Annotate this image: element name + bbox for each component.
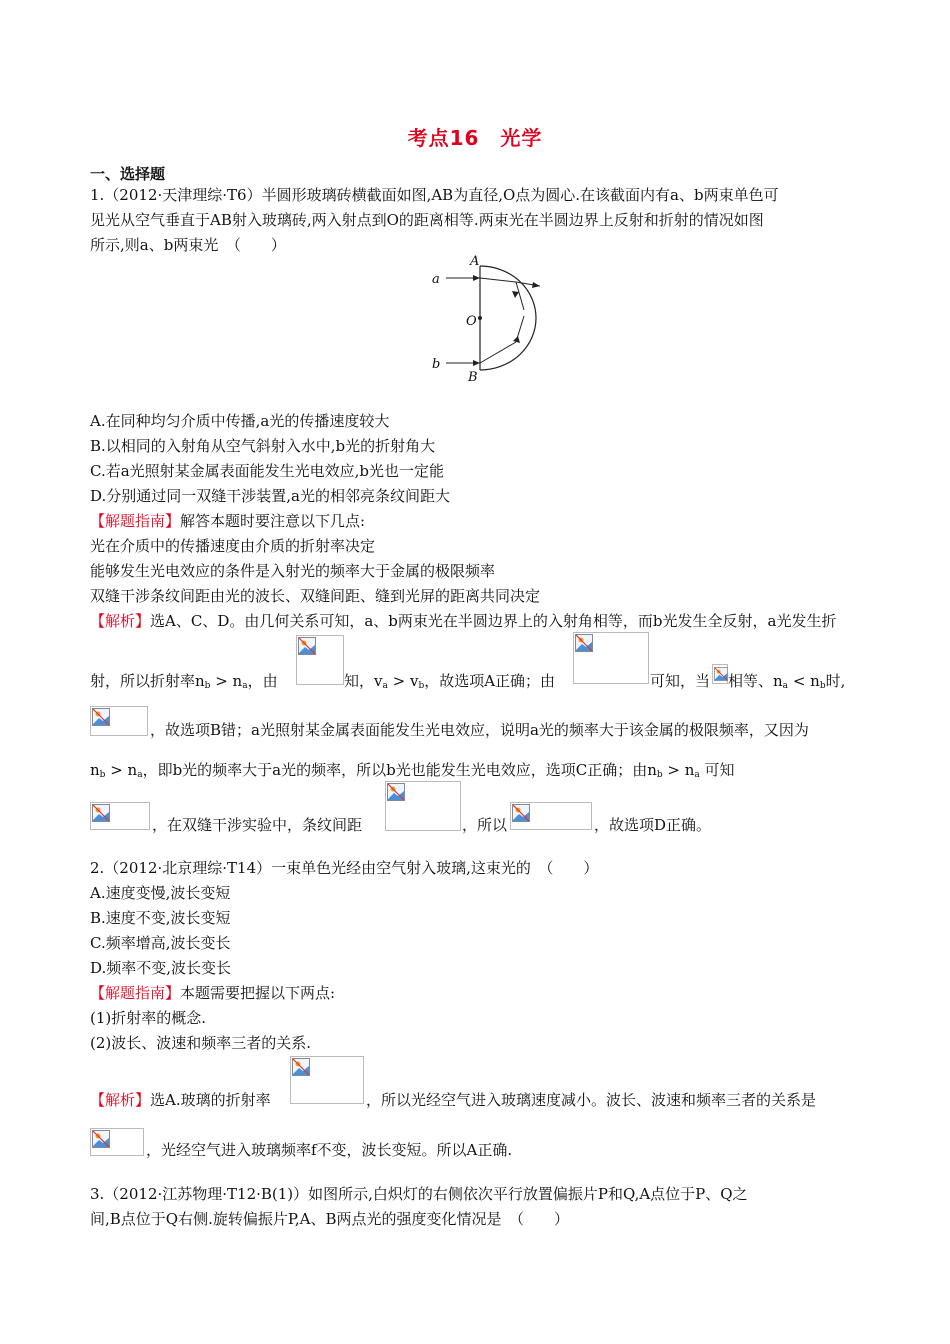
- formula-image-placeholder: [290, 1056, 364, 1104]
- q1-stem-line2: 见光从空气垂直于AB射入玻璃砖,两入射点到O的距离相等.两束光在半圆边界上反射和折射的情况如图: [90, 211, 764, 229]
- section-heading: 一、选择题: [90, 165, 166, 183]
- image-icon: [575, 634, 593, 652]
- figure-label-b: b: [432, 357, 441, 372]
- image-icon: [714, 666, 728, 682]
- q2-analysis-line2: ，光经空气进入玻璃频率f不变，波长变短。所以A正确.: [146, 1141, 513, 1159]
- q1-guide-1: 光在介质中的传播速度由介质的折射率决定: [90, 537, 376, 555]
- formula-image-placeholder: [90, 1128, 144, 1156]
- q2-option-a: A.速度变慢,波长变短: [90, 884, 231, 902]
- figure-label-o: O: [466, 314, 477, 329]
- q2-analysis-tag: 【解析】: [90, 1091, 151, 1109]
- q2-stem: 2.（2012·北京理综·T14）一束单色光经由空气射入玻璃,这束光的 （ ）: [90, 859, 599, 877]
- q1-guide-2: 能够发生光电效应的条件是入射光的频率大于金属的极限频率: [90, 562, 496, 580]
- formula-image-placeholder: [90, 706, 148, 736]
- formula-image-placeholder: [385, 781, 461, 831]
- image-icon: [92, 804, 110, 822]
- q1-analysis-line1: [90, 611, 836, 631]
- q1-analysis-tag: 【解析】: [90, 612, 151, 630]
- q2-guide-text: 本题需要把握以下两点:: [180, 984, 336, 1002]
- image-icon: [292, 1058, 310, 1076]
- q1-stem-line3: 所示,则a、b两束光 （ ）: [90, 236, 286, 254]
- q2-option-b: B.速度不变,波长变短: [90, 909, 231, 927]
- q1-analysis-line2-tail2: 相等、$n_a < n_b$时,: [728, 672, 846, 691]
- q1-analysis-line2-tail1: 可知，当: [650, 672, 711, 690]
- q1-guide-tag: 【解题指南】: [90, 512, 181, 530]
- q1-analysis-line5-c: ，故选项D正确。: [594, 816, 712, 834]
- image-icon: [387, 783, 405, 801]
- q1-option-a: A.在同种均匀介质中传播,a光的传播速度较大: [90, 412, 390, 430]
- figure-label-a: a: [432, 272, 440, 287]
- q1-stem-line1: 1.（2012·天津理综·T6）半圆形玻璃砖横截面如图,AB为直径,O点为圆心.在该截面内有a、b两束单色可: [90, 186, 779, 204]
- q1-guide-3: 双缝干涉条纹间距由光的波长、双缝间距、缝到光屏的距离共同决定: [90, 587, 541, 605]
- image-icon: [92, 1130, 110, 1148]
- figure-label-upper-b: B: [468, 370, 478, 385]
- q1-option-b: B.以相同的入射角从空气斜射入水中,b光的折射角大: [90, 437, 436, 455]
- image-icon: [512, 804, 530, 822]
- q1-analysis-line2-mid: 知，$v_a > v_b$，故选项A正确；由: [344, 672, 556, 691]
- q1-option-d: D.分别通过同一双缝干涉装置,a光的相邻亮条纹间距大: [90, 487, 450, 505]
- q2-guide-line: [90, 983, 335, 1003]
- image-icon: [92, 708, 110, 726]
- q1-analysis-text1: 选A、C、D。由几何关系可知，a、b两束光在半圆边界上的入射角相等，而b光发生全反射，a光发生折: [150, 612, 837, 630]
- formula-image-placeholder: [573, 632, 649, 684]
- q2-option-d: D.频率不变,波长变长: [90, 959, 232, 977]
- image-icon: [298, 637, 316, 655]
- q1-guide-line: [90, 511, 365, 531]
- formula-image-placeholder: [510, 802, 592, 830]
- formula-image-placeholder: [712, 664, 728, 684]
- q2-option-c: C.频率增高,波长变长: [90, 934, 231, 952]
- q1-guide-text: 解答本题时要注意以下几点:: [180, 512, 366, 530]
- q2-guide-1: (1)折射率的概念.: [90, 1009, 207, 1027]
- q2-guide-2: (2)波长、波速和频率三者的关系.: [90, 1034, 312, 1052]
- q2-guide-tag: 【解题指南】: [90, 984, 181, 1002]
- page-title: 考点16 光学: [407, 126, 543, 150]
- q1-analysis-line5-a: ，在双缝干涉实验中，条纹间距: [152, 816, 363, 834]
- q1-analysis-line3: ，故选项B错；a光照射某金属表面能发生光电效应，说明a光的频率大于该金属的极限频率，又因为: [150, 721, 809, 739]
- formula-image-placeholder: [296, 635, 344, 685]
- q3-stem-line2: 间,B点位于Q右侧.旋转偏振片P,A、B两点光的强度变化情况是 （ ）: [90, 1210, 570, 1228]
- q2-analysis-line1-b: ，所以光经空气进入玻璃速度减小。波长、波速和频率三者的关系是: [366, 1091, 817, 1109]
- semicircle-glass-figure: [424, 254, 544, 385]
- q1-analysis-line5-b: ，所以: [462, 816, 508, 834]
- q1-option-c: C.若a光照射某金属表面能发生光电效应,b光也一定能: [90, 462, 445, 480]
- q3-stem-line1: 3.（2012·江苏物理·T12·B(1)）如图所示,白炽灯的右侧依次平行放置偏振片P和Q,A点位于P、Q之: [90, 1185, 748, 1203]
- q1-analysis-line4: $n_b > n_a$，即b光的频率大于a光的频率，所以b光也能发生光电效应，选项C正确；由$n_b > n_a$ 可知: [90, 761, 735, 780]
- q1-analysis-line2-start: 射，所以折射率$n_b > n_a$，由: [90, 672, 278, 691]
- center-point-o: [478, 316, 482, 320]
- figure-label-upper-a: A: [470, 254, 480, 269]
- q2-analysis-line1-a: 【解析】选A.玻璃的折射率: [90, 1091, 271, 1109]
- formula-image-placeholder: [90, 802, 150, 830]
